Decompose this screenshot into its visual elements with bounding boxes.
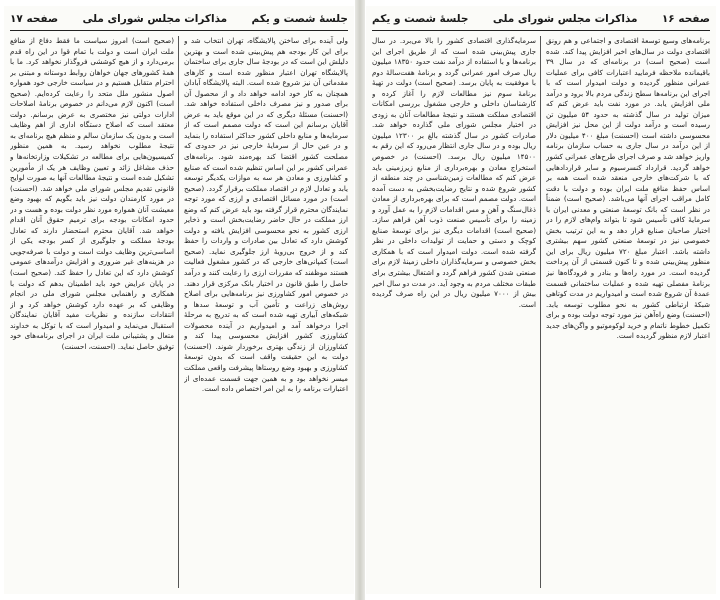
running-title: مذاکرات مجلس شورای ملی: [82, 13, 228, 25]
column-divider: [178, 36, 179, 588]
session-title: جلسهٔ شصت و یکم: [372, 13, 469, 25]
book-gutter: [355, 0, 365, 600]
left-page-header: [10, 10, 348, 28]
text-column-right: برنامه‌های وسیع توسعهٔ اقتصادی و اجتماعی و هم رونق اقتصادی دولت در سال‌های اخیر افزایش پیدا کند. شده است (صحیح است) در برنامه‌ای که در سال ۳۹ باقیمانده ملاحظه فرمایید اعتبارات کافی برای عملیات عمرانی منظور گردیده و دولت امیدوار است که با اجرای این برنامه‌ها سطح زندگی مردم بالا برود و درآمد ملی افزایش یابد. در مورد نفت باید عرض کنم که میزان تولید در سال گذشته به حدود ۵۴ میلیون تن رسیده است و درآمد دولت از این محل نیز افزایش محسوسی داشته است (احسنت) مبلغ ۴۰۰ میلیون دلار از این درآمد در سال جاری به حساب سازمان برنامه واریز خواهد شد و صرف اجرای طرح‌های عمرانی کشور خواهد گردید. قرارداد کنسرسیوم و سایر قراردادهایی که با شرکت‌های خارجی منعقد شده است همه بر اساس حفظ منافع ملت ایران بوده و دولت با دقت کامل مراقب اجرای آنها می‌باشد. (صحیح است) ضمناً در نظر است که بانک توسعهٔ صنعتی و معدنی ایران با سرمایهٔ کافی تأسیس شود تا بتواند وام‌های لازم را در اختیار صاحبان صنایع قرار دهد و به این ترتیب بخش خصوصی نیز در توسعهٔ صنعتی کشور سهم بیشتری داشته باشد. اعتبار مبلغ ۷۲۰ میلیون ریال برای این منظور پیش‌بینی شده و تا کنون قسمتی از آن پرداخت گردیده است. در مورد راه‌ها و بنادر و فرودگاه‌ها نیز برنامهٔ مفصلی تهیه شده و عملیات ساختمانی قسمت عمدهٔ آن شروع شده است و امیدواریم در مدت کوتاهی شبکهٔ ارتباطی کشور به نحو مطلوب توسعه یابد. (احسنت) وضع راه‌آهن نیز مورد توجه دولت بوده و برای تکمیل خطوط ناتمام و خرید لوکوموتیو و واگن‌های جدید اعتبار لازم منظور گردیده است.: [546, 36, 710, 341]
header-rule: [10, 30, 348, 31]
right-page-header: [372, 10, 710, 28]
running-title: مذاکرات مجلس شورای ملی: [492, 13, 638, 25]
text-column-left: سرمایه‌گذاری اقتصادی کشور را بالا می‌برد. در سال جاری پیش‌بینی شده است که از طریق اجرای این برنامه‌ها و با استفاده از درآمد نفت حدود ۱۸۳۵۰ میلیون ریال صرف امور عمرانی گردد و برنامهٔ هفت‌سالهٔ دوم با موفقیت به پایان برسد. (صحیح است) دولت در تهیهٔ برنامهٔ سوم نیز مطالعات لازم را آغاز کرده و کارشناسان داخلی و خارجی مشغول بررسی امکانات اقتصادی مملکت هستند و نتیجهٔ مطالعات آنان به زودی در اختیار مجلس شورای ملی گذارده خواهد شد. صادرات کشور در سال گذشته بالغ بر ۱۲۳۰۰ میلیون ریال بوده و در سال جاری انتظار می‌رود که این رقم به ۱۴۵۰۰ میلیون ریال برسد. (احسنت) در خصوص استخراج معادن و بهره‌برداری از منابع زیرزمینی باید عرض کنم که مطالعات زمین‌شناسی در چند منطقه از کشور شروع شده و نتایج رضایت‌بخشی به دست آمده است. دولت مصمم است که برای بهره‌برداری از معادن ذغال‌سنگ و آهن و مس اقدامات لازم را به عمل آورد و زمینه را برای تأسیس صنعت ذوب آهن فراهم سازد. (صحیح است) اقدامات دیگری نیز برای توسعهٔ صنایع کوچک و دستی و حمایت از تولیدات داخلی در نظر گرفته شده است. دولت امیدوار است که با همکاری بخش خصوصی و سرمایه‌گذاران داخلی زمینهٔ لازم برای صنعتی شدن کشور فراهم گردد و اشتغال بیشتری برای طبقات مختلف مردم به وجود آید. در مدت دو سال اخیر بیش از ۷۰۰۰ میلیون ریال در این راه صرف گردیده است.: [372, 36, 536, 309]
column-divider: [540, 36, 541, 588]
session-title: جلسهٔ شصت و یکم: [251, 13, 348, 25]
right-page: [366, 6, 716, 594]
header-rule: [372, 30, 710, 31]
page-number: صفحه ۱۶: [661, 13, 710, 25]
page-number: صفحه ۱۷: [10, 13, 59, 25]
left-page: [4, 6, 354, 594]
text-column-left: (صحیح است) امروز سیاست ما فقط دفاع از منافع ملت ایران است و دولت با تمام قوا در این راه قدم برمی‌دارد و از هیچ کوششی فروگذار نخواهد کرد. ما با همهٔ کشورهای جهان خواهان روابط دوستانه و مبتنی بر احترام متقابل هستیم و در سیاست خارجی خود همواره اصول منشور ملل متحد را رعایت کرده‌ایم. (صحیح است) اکنون لازم می‌دانم در خصوص برنامهٔ اصلاحات ادارات دولتی نیز مختصری به عرض برسانم. دولت معتقد است که اصلاح دستگاه اداری از اهم وظایف است و بدون یک سازمان سالم و منظم هیچ برنامه‌ای به نتیجهٔ مطلوب نخواهد رسید. به همین منظور کمیسیون‌هایی برای مطالعه در تشکیلات وزارتخانه‌ها و حذف مشاغل زائد و تعیین وظایف هر یک از مأمورین تشکیل شده است و نتیجهٔ مطالعات آنها به صورت لوایح قانونی تقدیم مجلس شورای ملی خواهد شد. (احسنت) در مورد کارمندان دولت نیز باید بگویم که بهبود وضع معیشت آنان همواره مورد نظر دولت بوده و هست و در حدود امکانات بودجه برای ترمیم حقوق آنان اقدام خواهد شد. آقایان محترم استحضار دارند که تعادل بودجهٔ مملکت و جلوگیری از کسر بودجه یکی از اساسی‌ترین وظایف دولت است و دولت با صرفه‌جویی در هزینه‌های غیر ضروری و افزایش درآمدهای عمومی کوشش دارد که این تعادل را حفظ کند. (صحیح است) در پایان عرایض خود باید اطمینان بدهم که دولت با همکاری و راهنمایی مجلس شورای ملی در انجام وظایفی که بر عهده دارد کوشش خواهد کرد و از انتقادات سازنده و نظریات مفید آقایان نمایندگان استقبال می‌نماید و امیدوار است که با توکل به خداوند متعال و پشتیبانی ملت ایران در اجرای برنامه‌های خود توفیق حاصل نماید. (احسنت، احسنت): [10, 36, 174, 351]
text-column-right: ولی آینده برای ساختن پالایشگاه، تهران انتخاب شد و برای این کار بودجه هم پیش‌بینی شده است و بهترین دلیلش این است که در بودجهٔ سال جاری برای ساختمان پالایشگاه تهران اعتبار منظور شده است و کارهای مقدماتی آن نیز شروع شده است. البته پالایشگاه آبادان همچنان به کار خود ادامه خواهد داد و از محصول آن برای صدور و نیز مصرف داخلی استفاده خواهد شد. (احسنت) مسئلهٔ دیگری که در این موقع باید به عرض آقایان برسانم این است که دولت مصمم است که از سرمایه‌ها و منابع داخلی کشور حداکثر استفاده را بنماید و در عین حال از سرمایهٔ خارجی نیز در حدودی که مصلحت کشور اقتضا کند بهره‌مند شود. برنامه‌های عمرانی کشور بر این اساس تنظیم شده است که صنایع و کشاورزی و معادن هر سه به موازات یکدیگر توسعه یابد و تعادل لازم در اقتصاد مملکت برقرار گردد. (صحیح است) در مورد مسائل اقتصادی و ارزی که مورد توجه نمایندگان محترم قرار گرفته بود باید عرض کنم که وضع ارز مملکت در حال حاضر رضایت‌بخش است و ذخایر ارزی کشور به نحو محسوسی افزایش یافته و دولت کوشش دارد که تعادل بین صادرات و واردات را حفظ کند و از خروج بی‌رویهٔ ارز جلوگیری نماید. (صحیح است) کمپانی‌های خارجی که در کشور مشغول فعالیت هستند موظفند که مقررات ارزی را رعایت کنند و درآمد حاصل را طبق قانون در اختیار بانک مرکزی قرار دهند. در خصوص امور کشاورزی نیز برنامه‌هایی برای اصلاح روش‌های زراعت و تأمین آب و توسعهٔ سدها و شبکه‌های آبیاری تهیه شده است که به تدریج به مرحلهٔ اجرا درخواهد آمد و امیدواریم در آینده محصولات کشاورزی کشور افزایش محسوسی پیدا کند و کشاورزان از زندگی بهتری برخوردار شوند. (احسنت) دولت به این حقیقت واقف است که بدون توسعهٔ کشاورزی و بهبود وضع روستاها پیشرفت واقعی مملکت میسر نخواهد بود و به همین جهت قسمت عمده‌ای از اعتبارات برنامه را به این امر اختصاص داده است.: [184, 36, 348, 394]
